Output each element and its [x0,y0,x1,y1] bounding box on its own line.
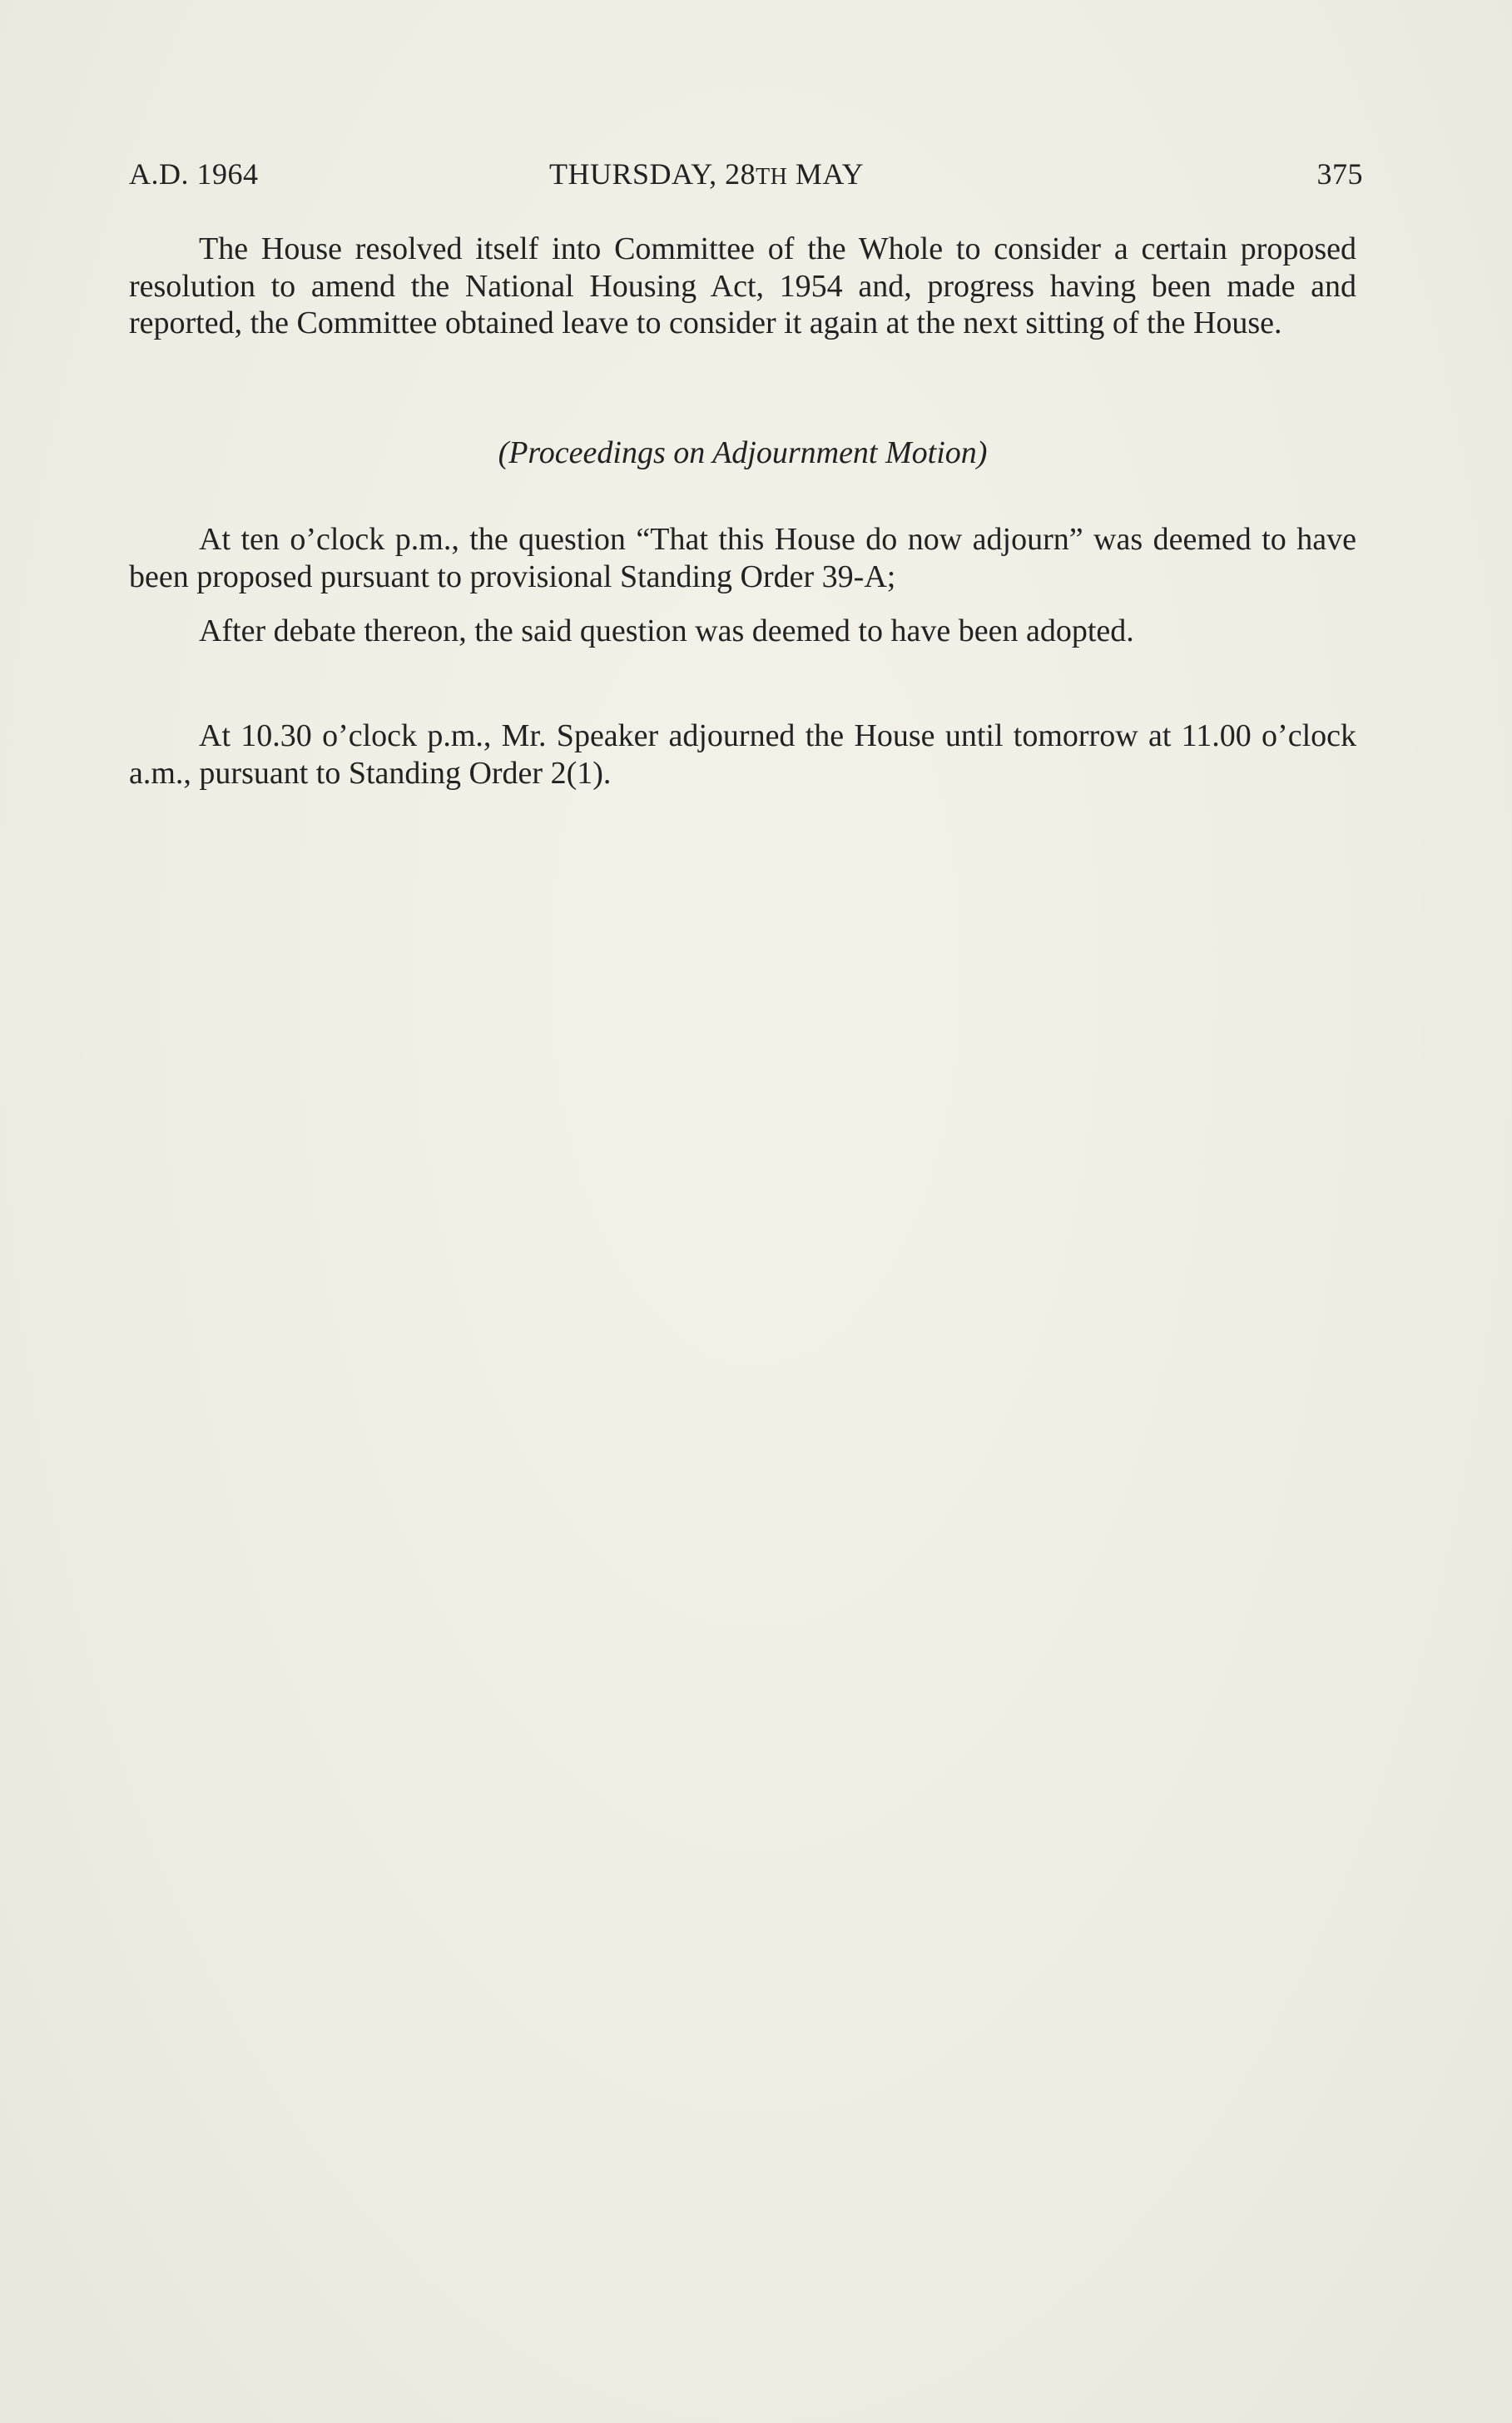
header-date-month: MAY [787,157,865,191]
page-number: 375 [1316,157,1363,191]
header-date [549,156,864,191]
running-head [129,156,1363,198]
paragraph-committee: The House resolved itself into Committee of the Whole to consider a certain proposed resolution to amend the National Housing Act, 1954 and, progress having been made and reported, the Committee obtained leave to consider it again at the next sitting of the House. [129,231,1356,340]
header-date-prefix: THURSDAY, 28 [549,157,756,191]
paragraph-debate: After debate thereon, the said question was deemed to have been adopted. [199,613,1134,648]
header-date-suffix-th: TH [756,164,788,190]
header-year: A.D. 1964 [129,157,259,191]
section-heading: (Proceedings on Adjournment Motion) [498,435,988,470]
paragraph-adjourn-question: At ten o’clock p.m., the question “That this House do now adjourn” was deemed to have been proposed pursuant to provisional Standing Order 39-A; [129,522,1356,594]
paragraph-adjourned: At 10.30 o’clock p.m., Mr. Speaker adjourned the House until tomorrow at 11.00 o’clock a.m., pursuant to Standing Order 2(1). [129,718,1356,791]
